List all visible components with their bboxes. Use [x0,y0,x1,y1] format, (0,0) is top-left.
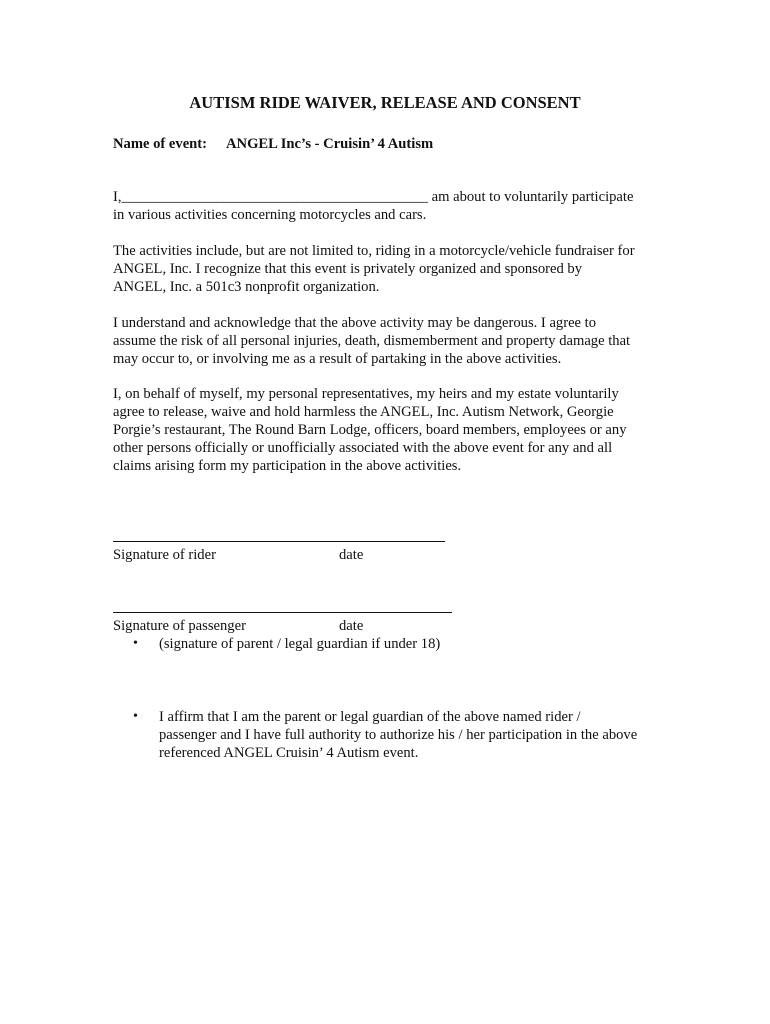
guardian-note-text: (signature of parent / legal guardian if under 18) [159,636,441,652]
release-line-4: other persons officially or unofficially associated with the above event for any and all [113,440,613,456]
activities-paragraph [113,242,658,296]
rider-signature-line[interactable] [113,541,445,542]
release-line-3: Porgie’s restaurant, The Round Barn Lodge, officers, board members, employees or any [113,422,627,438]
activities-line-2: ANGEL, Inc. I recognize that this event is privately organized and sponsored by [113,261,583,277]
activities-line-3: ANGEL, Inc. a 501c3 nonprofit organization. [113,279,380,295]
event-name-label: Name of event: [113,136,208,152]
release-paragraph [113,385,658,475]
risk-line-2: assume the risk of all personal injuries, death, dismemberment and property damage that [113,333,631,349]
risk-line-1: I understand and acknowledge that the above activity may be dangerous. I agree to [113,315,597,331]
rider-signature-label: Signature of rider [113,547,216,563]
event-name-line [113,135,433,153]
bullet-icon: • [133,636,138,651]
affirmation-text [159,708,637,762]
participation-paragraph [113,188,658,224]
rider-date-label: date [339,547,364,563]
passenger-signature-line[interactable] [113,612,452,613]
risk-line-3: may occur to, or involving me as a result of partaking in the above activities. [113,351,562,367]
activities-line-1: The activities include, but are not limited to, riding in a motorcycle/vehicle fundraiser for [113,243,635,259]
affirmation-line-2: passenger and I have full authority to authorize his / her participation in the above [159,727,638,743]
risk-paragraph [113,314,658,368]
participation-line-2: in various activities concerning motorcycles and cars. [113,207,427,223]
release-line-2: agree to release, waive and hold harmless the ANGEL, Inc. Autism Network, Georgie [113,404,614,420]
document-title: AUTISM RIDE WAIVER, RELEASE AND CONSENT [189,93,581,112]
release-line-1: I, on behalf of myself, my personal representatives, my heirs and my estate voluntarily [113,386,619,402]
participation-line-1: I,__________________________________________ am about to voluntarily participate [113,189,634,205]
affirmation-line-3: referenced ANGEL Cruisin’ 4 Autism event. [159,745,419,761]
bullet-icon: • [133,709,138,724]
passenger-date-label: date [339,618,364,634]
passenger-signature-label: Signature of passenger [113,618,246,634]
release-line-5: claims arising form my participation in the above activities. [113,458,462,474]
event-name-value: ANGEL Inc’s - Cruisin’ 4 Autism [226,136,434,152]
affirmation-line-1: I affirm that I am the parent or legal guardian of the above named rider / [159,709,581,725]
